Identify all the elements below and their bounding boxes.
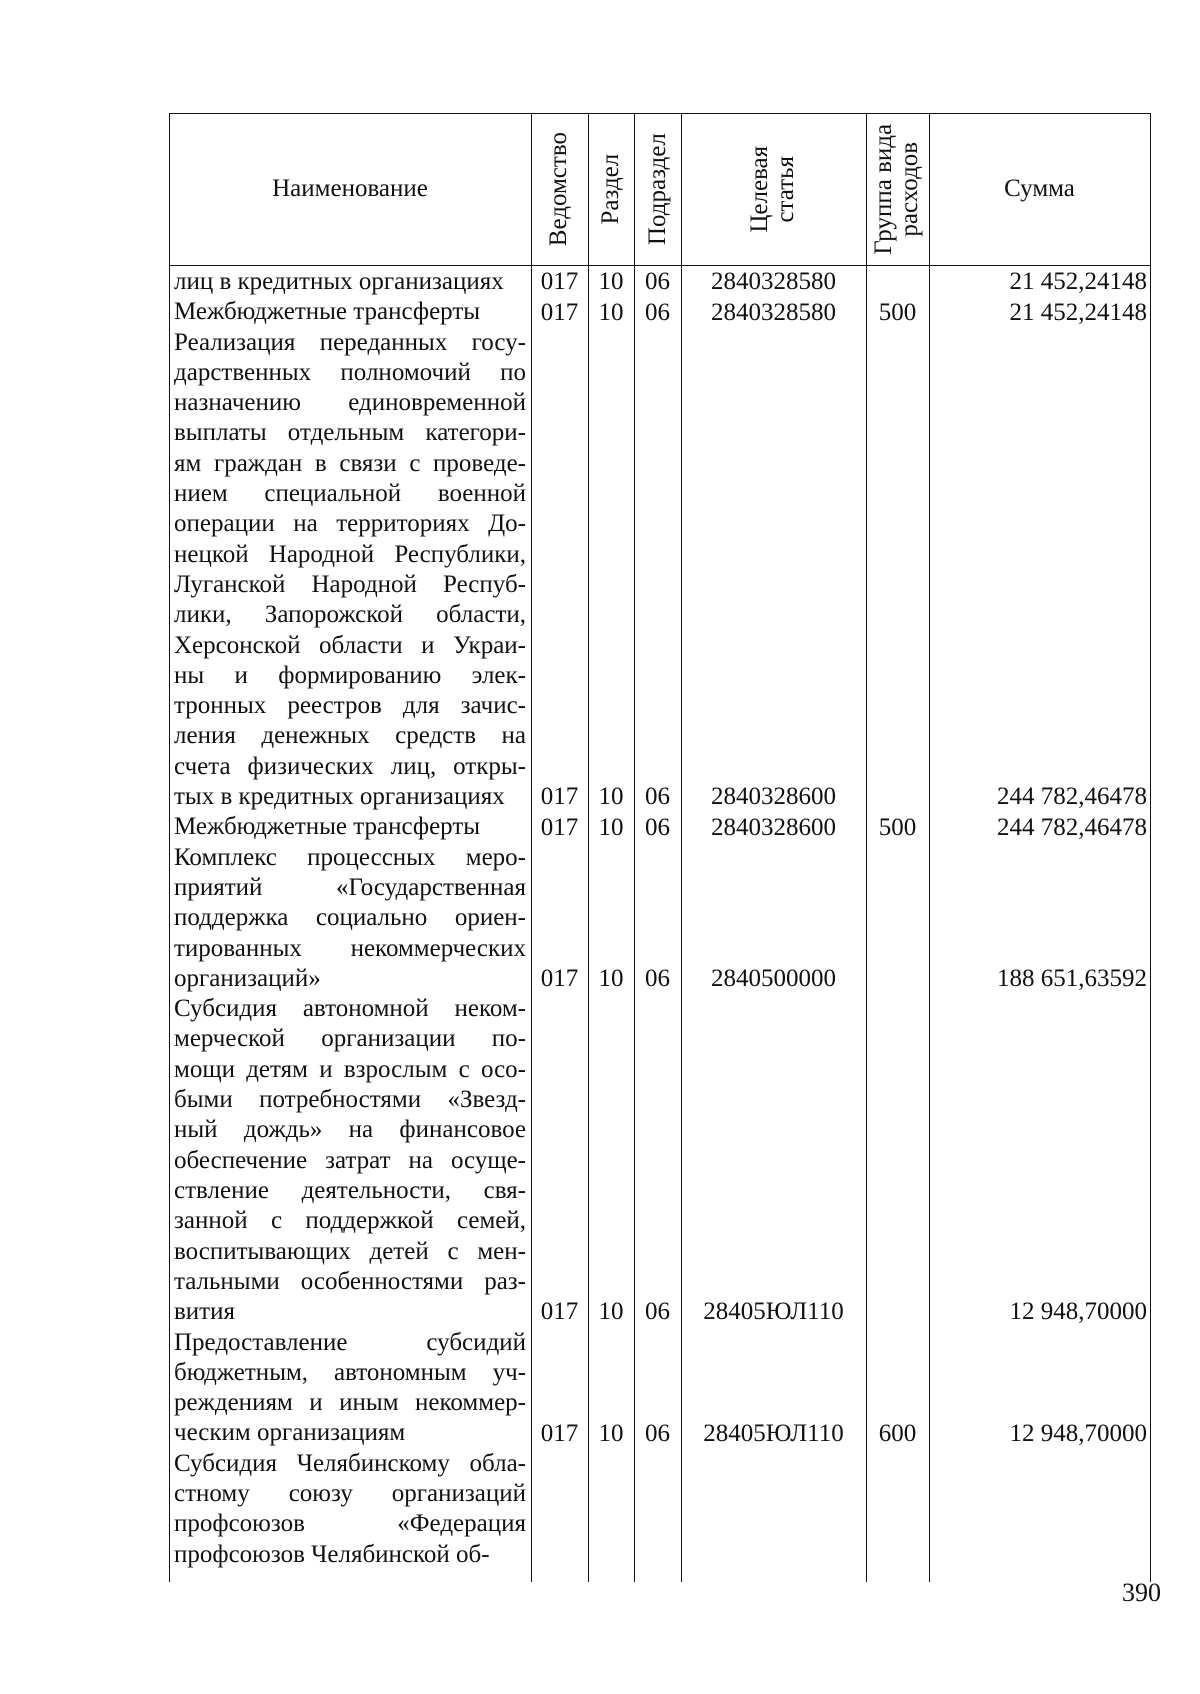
row-name-line: тальными особенностями раз- <box>174 1267 526 1295</box>
row-celevaya-statya: 2840500000 <box>711 965 836 993</box>
table-row <box>169 994 1151 1327</box>
row-summa: 21 452,24148 <box>1009 298 1147 326</box>
table-row <box>169 843 1151 995</box>
header-razdel: Раздел <box>596 153 624 225</box>
row-podrazdel: 06 <box>645 268 670 296</box>
row-vedomstvo: 017 <box>540 298 579 326</box>
row-name-line: операции на территориях До- <box>174 510 526 538</box>
row-celevaya-statya: 2840328580 <box>711 298 836 326</box>
row-podrazdel: 06 <box>645 298 670 326</box>
row-name <box>174 267 526 297</box>
row-vedomstvo: 017 <box>540 965 579 993</box>
row-vedomstvo: 017 <box>540 268 579 296</box>
row-celevaya-statya: 2840328600 <box>711 783 836 811</box>
row-summa: 12 948,70000 <box>1009 1298 1147 1326</box>
row-name-line: ны и формированию элек- <box>174 661 526 689</box>
table-row <box>169 297 1151 327</box>
page-number: 390 <box>1122 1578 1161 1607</box>
row-razdel: 10 <box>598 965 624 993</box>
row-name-line: Субсидия Челябинскому обла- <box>174 1449 526 1477</box>
row-name-line: реждениям и иным некоммер- <box>174 1389 526 1417</box>
row-name <box>174 994 526 1327</box>
header-vedomstvo: Ведомство <box>545 131 573 247</box>
table-row <box>169 812 1151 842</box>
row-name-line: счета физических лиц, откры- <box>174 752 526 780</box>
table-row <box>169 267 1151 297</box>
row-name <box>174 843 526 994</box>
row-name-line: воспитывающих детей с мен- <box>174 1237 526 1265</box>
row-name-line: выплаты отдельным категори- <box>174 419 526 447</box>
row-celevaya-statya: 28405ЮЛ110 <box>703 1298 844 1326</box>
row-name <box>174 1328 526 1449</box>
row-name-line: лиц в кредитных организациях <box>174 268 504 295</box>
row-vedomstvo: 017 <box>540 813 579 841</box>
row-razdel: 10 <box>598 298 624 326</box>
row-name-line: ления денежных средств на <box>174 722 526 750</box>
row-name-line: лики, Запорожской области, <box>174 601 526 629</box>
row-celevaya-statya: 2840328600 <box>711 813 836 841</box>
row-gruppa-vida: 600 <box>878 1419 917 1447</box>
row-name-line: Предоставление субсидий <box>174 1328 526 1356</box>
row-name-line: тированных некоммерческих <box>174 934 526 962</box>
row-name-line: назначению единовременной <box>174 389 526 417</box>
row-vedomstvo: 017 <box>540 1419 579 1447</box>
row-name-line: стному союзу организаций <box>174 1479 526 1507</box>
row-name-line: Межбюджетные трансферты <box>174 298 481 326</box>
row-gruppa-vida: 500 <box>878 298 917 326</box>
table-row <box>169 1328 1151 1449</box>
row-summa: 21 452,24148 <box>1009 268 1147 296</box>
row-name-line: тронных реестров для зачис- <box>174 692 526 720</box>
header-summa: Сумма <box>1004 175 1075 202</box>
row-name-line: ный дождь» на финансовое <box>174 1116 526 1144</box>
row-name-line: быми потребностями «Звезд- <box>174 1086 526 1114</box>
row-summa: 12 948,70000 <box>1009 1419 1147 1447</box>
row-name-line: занной с поддержкой семей, <box>174 1207 526 1235</box>
budget-table <box>169 113 1151 1582</box>
row-name <box>174 297 526 327</box>
row-vedomstvo: 017 <box>540 1298 579 1326</box>
row-name-line: профсоюзов «Федерация <box>174 1510 526 1538</box>
header-bottom-border <box>169 265 1151 266</box>
row-razdel: 10 <box>598 783 624 811</box>
row-name-line: Луганской Народной Респуб- <box>174 570 526 598</box>
row-celevaya-statya: 28405ЮЛ110 <box>703 1419 844 1447</box>
row-celevaya-statya: 2840328580 <box>711 268 836 296</box>
row-name-line: мощи детям и взрослым с осо- <box>174 1055 526 1083</box>
row-razdel: 10 <box>598 813 624 841</box>
row-name-line: нецкой Народной Республики, <box>174 540 526 568</box>
row-name-line: вития <box>174 1298 235 1326</box>
row-name-line: бюджетным, автономным уч- <box>174 1358 526 1386</box>
table-row <box>169 328 1151 813</box>
row-name-line: Реализация переданных госу- <box>174 328 526 356</box>
row-summa: 188 651,63592 <box>997 965 1147 993</box>
row-razdel: 10 <box>598 1419 624 1447</box>
row-name-line: обеспечение затрат на осуще- <box>174 1146 526 1174</box>
row-name-line: ям граждан в связи с проведе- <box>174 449 526 477</box>
row-razdel: 10 <box>598 1298 624 1326</box>
row-vedomstvo: 017 <box>540 783 579 811</box>
row-name-line: Херсонской области и Украи- <box>174 631 526 659</box>
row-name-line: приятий «Государственная <box>174 873 526 901</box>
row-summa: 244 782,46478 <box>997 813 1147 841</box>
row-name-line: ческим организациям <box>174 1419 406 1447</box>
row-name-line: поддержка социально ориен- <box>174 904 526 932</box>
row-podrazdel: 06 <box>645 965 670 993</box>
table-row <box>169 1449 1151 1570</box>
row-name-line: профсоюзов Челябинской об- <box>174 1540 490 1568</box>
row-name-line: Субсидия автономной неком- <box>174 995 526 1023</box>
row-razdel: 10 <box>598 268 624 296</box>
row-podrazdel: 06 <box>645 1298 670 1326</box>
header-celevaya-statya: Целевая статья <box>746 145 800 233</box>
row-name <box>174 812 526 842</box>
header-gruppa-vida-rashodov: Группа вида расходов <box>870 123 924 255</box>
row-name-line: ствление деятельности, свя- <box>174 1176 526 1204</box>
row-name-line: Межбюджетные трансферты <box>174 813 481 841</box>
row-name-line: Комплекс процессных меро- <box>174 843 526 871</box>
row-podrazdel: 06 <box>645 1419 670 1447</box>
row-podrazdel: 06 <box>645 783 670 811</box>
header-name: Наименование <box>272 175 428 202</box>
row-name <box>174 328 526 813</box>
row-name-line: организаций» <box>174 964 321 992</box>
row-name-line: нием специальной военной <box>174 480 526 508</box>
row-podrazdel: 06 <box>645 813 670 841</box>
row-name-line: мерческой организации по- <box>174 1025 526 1053</box>
row-summa: 244 782,46478 <box>997 783 1147 811</box>
header-podrazdel: Подраздел <box>643 133 671 245</box>
row-name <box>174 1449 526 1570</box>
row-name-line: тых в кредитных организациях <box>174 783 505 811</box>
row-name-line: дарственных полномочий по <box>174 358 526 386</box>
row-gruppa-vida: 500 <box>878 813 917 841</box>
